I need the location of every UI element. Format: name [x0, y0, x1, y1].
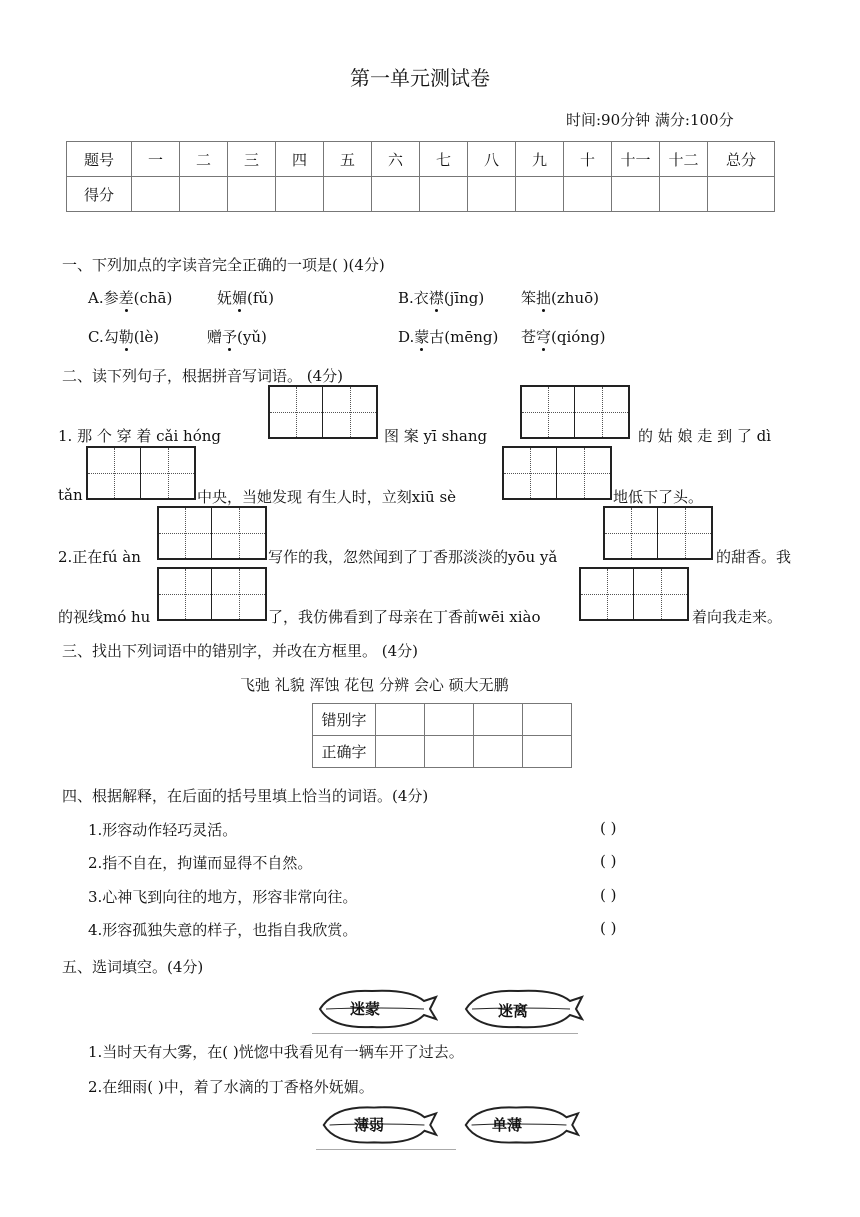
correct-char-cell[interactable]: [425, 736, 474, 768]
q4-item-2: 2.指不自在，拘谨而显得不自然。: [88, 854, 313, 872]
q4-item-3: 3.心神飞到向往的地方，形容非常向往。: [88, 888, 358, 906]
wrong-char-cell[interactable]: [523, 704, 572, 736]
q4-bracket-2[interactable]: ( ): [600, 852, 617, 870]
q2-heading: 二、读下列句子，根据拼音写词语。 (4分): [62, 367, 344, 385]
score-header-cell: 九: [516, 142, 564, 177]
q2-line4-b: 了，我仿佛看到了母亲在丁香前wēi xiào: [268, 608, 541, 626]
correct-char-cell[interactable]: [376, 736, 425, 768]
q1-option-b1: B.衣襟(jīng): [398, 289, 485, 307]
score-header-cell: 五: [324, 142, 372, 177]
q1-option-a1: A.参差(chā): [88, 289, 173, 307]
q2-line2-a: tǎn: [58, 486, 83, 504]
correct-char-cell[interactable]: [474, 736, 523, 768]
score-input-cell[interactable]: [324, 177, 372, 212]
divider: [312, 1033, 578, 1034]
score-input-cell[interactable]: [612, 177, 660, 212]
answer-grid[interactable]: [579, 567, 689, 621]
answer-grid[interactable]: [502, 446, 612, 500]
score-table: [66, 141, 775, 212]
score-input-cell[interactable]: [420, 177, 468, 212]
score-header-cell: 八: [468, 142, 516, 177]
answer-grid[interactable]: [520, 385, 630, 439]
score-input-cell[interactable]: [708, 177, 775, 212]
score-header-cell: 四: [276, 142, 324, 177]
q4-item-4: 4.形容孤独失意的样子，也指自我欣赏。: [88, 921, 358, 939]
score-row-label: 得分: [67, 177, 132, 212]
q2-line3-a: 2.正在fú àn: [58, 548, 141, 566]
score-header-cell: 十一: [612, 142, 660, 177]
score-header-cell: 一: [132, 142, 180, 177]
q1-option-c1: C.勾勒(lè): [88, 328, 160, 346]
score-input-row: [67, 177, 775, 212]
score-input-cell[interactable]: [660, 177, 708, 212]
score-input-cell[interactable]: [132, 177, 180, 212]
q3-heading: 三、找出下列词语中的错别字，并改在方框里。 (4分): [62, 642, 419, 660]
score-header-cell: 六: [372, 142, 420, 177]
q1-option-a2: 妩媚(fǔ): [217, 289, 274, 307]
wrong-char-cell[interactable]: [376, 704, 425, 736]
score-input-cell[interactable]: [180, 177, 228, 212]
score-input-cell[interactable]: [276, 177, 324, 212]
leaf-word-1: 迷蒙: [350, 1000, 381, 1018]
leaf-word-2: 迷离: [498, 1002, 529, 1020]
q2-line4-c: 着向我走来。: [692, 608, 783, 626]
wrong-char-label: 错别字: [313, 704, 376, 736]
answer-grid[interactable]: [86, 446, 196, 500]
q2-line1-b: 图 案 yī shang: [384, 427, 488, 445]
answer-grid[interactable]: [157, 506, 267, 560]
score-input-cell[interactable]: [228, 177, 276, 212]
q2-line1-a: 1. 那 个 穿 着 cǎi hóng: [58, 427, 222, 445]
q2-line4-a: 的视线mó hu: [58, 608, 151, 626]
q2-line2-c: 地低下了头。: [613, 488, 704, 506]
leaf-word-3: 薄弱: [354, 1116, 385, 1134]
q4-heading: 四、根据解释，在后面的括号里填上恰当的词语。(4分): [62, 787, 429, 805]
q1-option-d1: D.蒙古(mēng): [398, 328, 499, 346]
q4-bracket-4[interactable]: ( ): [600, 919, 617, 937]
q1-option-c2: 赠予(yǔ): [207, 328, 267, 346]
score-header-row: [67, 142, 775, 177]
wrong-char-cell[interactable]: [425, 704, 474, 736]
page-title: 第一单元测试卷: [350, 66, 490, 90]
q1-heading: 一、下列加点的字读音完全正确的一项是( )(4分): [62, 256, 385, 274]
score-header-cell: 三: [228, 142, 276, 177]
q5-heading: 五、选词填空。(4分): [62, 958, 204, 976]
score-header-cell: 题号: [67, 142, 132, 177]
q4-bracket-3[interactable]: ( ): [600, 886, 617, 904]
correction-table: [312, 703, 572, 768]
q5-sentence-1: 1.当时天有大雾，在( )恍惚中我看见有一辆车开了过去。: [88, 1043, 464, 1061]
q2-line3-b: 写作的我，忽然闻到了丁香那淡淡的yōu yǎ: [268, 548, 558, 566]
q3-words: 飞弛 礼貌 浑蚀 花包 分辨 会心 硕大无鹏: [240, 676, 509, 694]
q2-line2-b: 中央，当她发现 有生人时，立刻xiū sè: [197, 488, 457, 506]
correct-char-cell[interactable]: [523, 736, 572, 768]
leaf-word-4: 单薄: [492, 1116, 523, 1134]
score-input-cell[interactable]: [468, 177, 516, 212]
q4-item-1: 1.形容动作轻巧灵活。: [88, 821, 238, 839]
q1-option-b2: 笨拙(zhuō): [521, 289, 599, 307]
q4-bracket-1[interactable]: ( ): [600, 819, 617, 837]
wrong-char-cell[interactable]: [474, 704, 523, 736]
score-header-cell: 十: [564, 142, 612, 177]
score-header-cell: 二: [180, 142, 228, 177]
score-header-cell: 十二: [660, 142, 708, 177]
answer-grid[interactable]: [603, 506, 713, 560]
answer-grid[interactable]: [157, 567, 267, 621]
score-input-cell[interactable]: [564, 177, 612, 212]
divider: [316, 1149, 456, 1150]
score-input-cell[interactable]: [372, 177, 420, 212]
score-header-cell: 七: [420, 142, 468, 177]
q1-option-d2: 苍穹(qióng): [521, 328, 606, 346]
q2-line1-c: 的 姑 娘 走 到 了 dì: [638, 427, 772, 445]
exam-meta: 时间:90分钟 满分:100分: [566, 111, 734, 129]
answer-grid[interactable]: [268, 385, 378, 439]
score-header-cell: 总分: [708, 142, 775, 177]
q2-line3-c: 的甜香。我: [716, 548, 792, 566]
q5-sentence-2: 2.在细雨( )中，着了水滴的丁香格外妩媚。: [88, 1078, 374, 1096]
correct-char-label: 正确字: [313, 736, 376, 768]
score-input-cell[interactable]: [516, 177, 564, 212]
